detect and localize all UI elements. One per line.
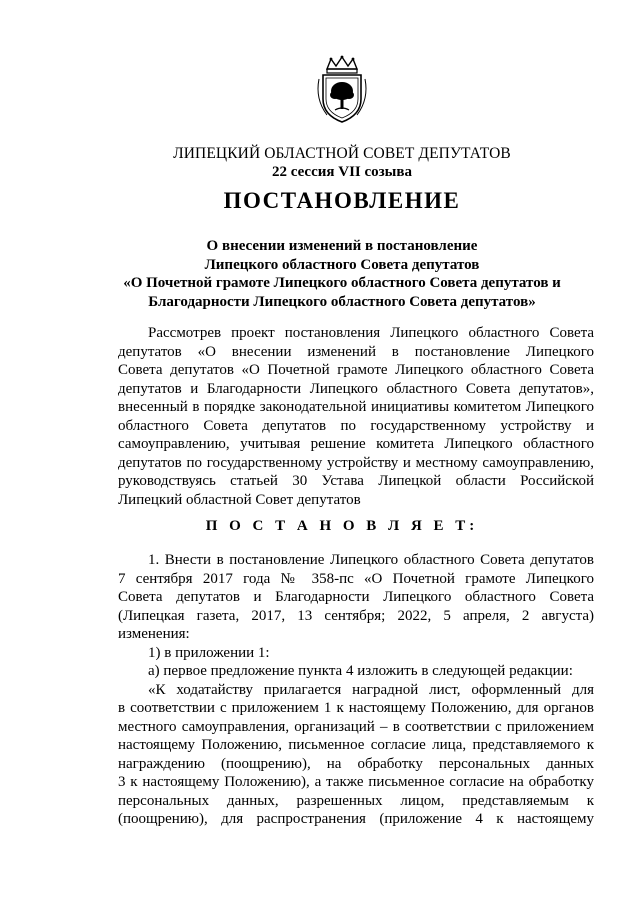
- document-type: ПОСТАНОВЛЕНИЕ: [223, 188, 461, 213]
- subject-line: О внесении изменений в постановление: [206, 238, 478, 254]
- text-line: 3 к настоящему Положению), а также письменное согласие на обработку: [118, 774, 594, 790]
- clauses-paragraph: [118, 551, 594, 829]
- text-line: Рассмотрев проект постановления Липецкого областного Совета: [148, 325, 594, 341]
- text-line: «К ходатайству прилагается наградной лист, оформленный для: [148, 681, 594, 698]
- text-line: депутатов и Благодарности Липецкого областного Совета депутатов»,: [118, 380, 594, 397]
- session-number: 22 сессия VII созыва: [271, 164, 412, 180]
- document-subject: [0, 237, 640, 311]
- text-line: в соответствии с приложением 1 к настоящему Положению, для органов: [118, 700, 594, 716]
- text-line: 7 сентября 2017 года № 358-пс «О Почетной грамоте Липецкого: [118, 570, 594, 587]
- text-line: а) первое предложение пункта 4 изложить в следующей редакции:: [148, 663, 573, 679]
- text-line: награждению (поощрению), на обработку персональных данных: [118, 755, 594, 772]
- text-line: Липецкий областной Совет депутатов: [118, 491, 361, 508]
- preamble-paragraph: [118, 324, 594, 509]
- coat-of-arms-icon: [313, 55, 371, 125]
- text-line: областного Совета депутатов по государственному устройству и: [118, 417, 594, 434]
- text-line: персональных данных, разрешенных лицом, представляемым к: [118, 792, 594, 809]
- text-line: 1) в приложении 1:: [148, 644, 270, 661]
- text-line: Совета депутатов «О Почетной грамоте Липецкого областного Совета: [118, 362, 594, 378]
- subject-line: Липецкого областного Совета депутатов: [204, 256, 480, 273]
- text-line: (Липецкая газета, 2017, 13 сентября; 2022, 5 апреля, 2 августа): [118, 607, 594, 624]
- council-name: ЛИПЕЦКИЙ ОБЛАСТНОЙ СОВЕТ ДЕПУТАТОВ: [173, 145, 511, 162]
- text-line: Совета депутатов и Благодарности Липецкого областного Совета: [118, 589, 594, 605]
- subject-line: Благодарности Липецкого областного Совета депутатов»: [148, 293, 536, 310]
- text-line: (поощрению), для распространения (приложение 4 к настоящему: [118, 811, 594, 827]
- text-line: внесенный в порядке законодательной инициативы комитетом Липецкого: [118, 399, 594, 415]
- text-line: местного самоуправления, организаций – в соответствии с приложением: [118, 718, 594, 735]
- text-line: самоуправлению, учитывая решение комитета Липецкого областного: [118, 436, 594, 452]
- subject-line: «О Почетной грамоте Липецкого областного Совета депутатов и: [123, 275, 561, 291]
- text-line: депутатов по государственному устройству и местному самоуправлению,: [118, 454, 594, 471]
- text-line: изменения:: [118, 626, 190, 642]
- text-line: руководствуясь статьей 30 Устава Липецкой области Российской: [118, 473, 594, 489]
- resolves-heading: П О С Т А Н О В Л Я Е Т:: [205, 518, 479, 534]
- text-line: депутатов «О внесении изменений в постановление Липецкого: [118, 343, 594, 360]
- text-line: 1. Внести в постановление Липецкого областного Совета депутатов: [148, 552, 594, 568]
- text-line: настоящему Положению, письменное согласие лица, представляемого к: [118, 737, 594, 753]
